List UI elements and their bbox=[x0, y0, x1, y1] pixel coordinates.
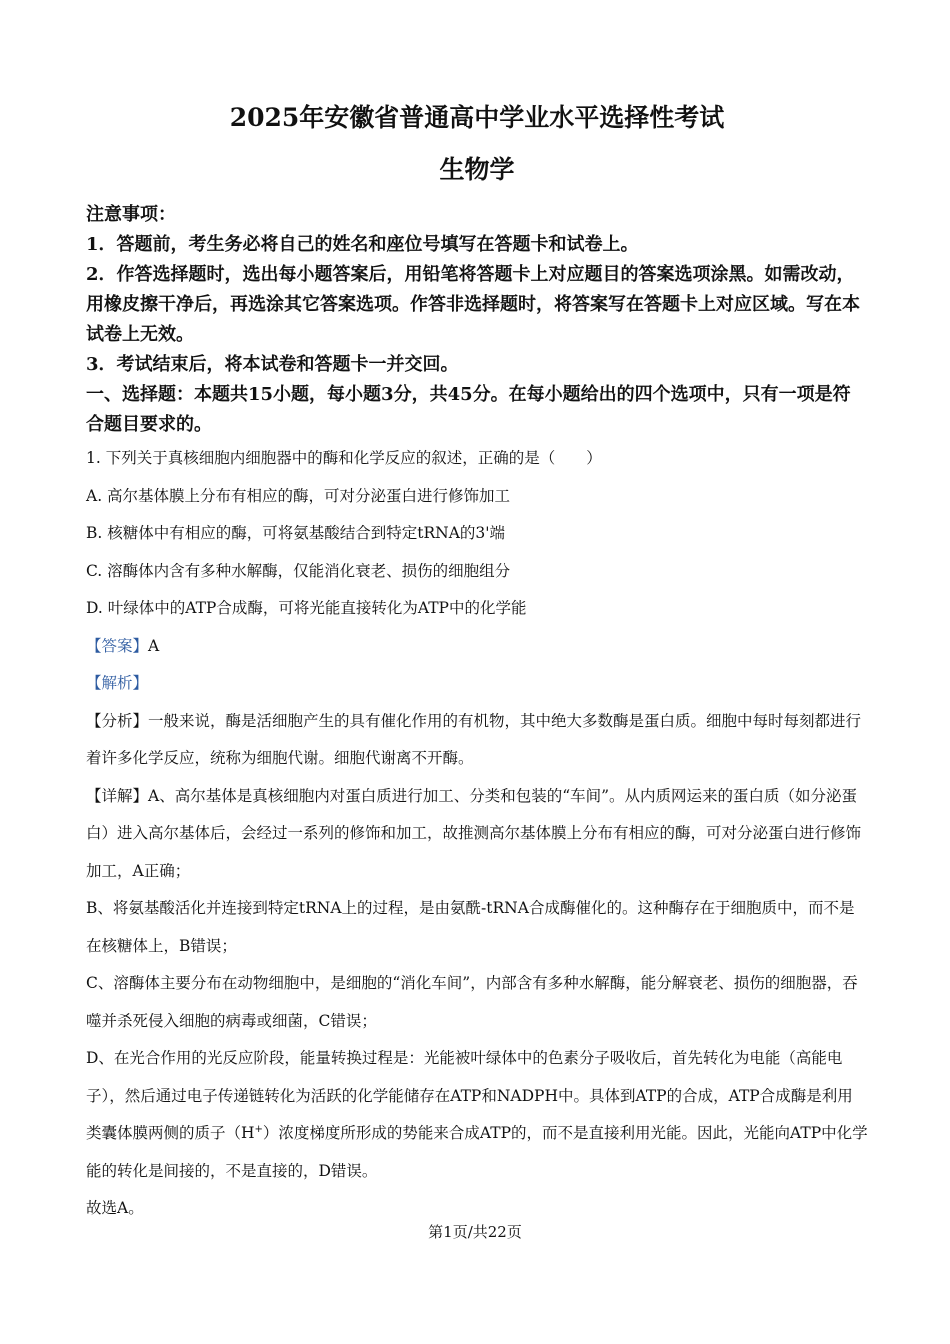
detail-d-text-2: ）浓度梯度所形成的势能来合成ATP的，而不是直接利用光能。因此，光能向ATP中化学能的转化是间接的，不是直接的，D错误。 bbox=[86, 1124, 868, 1180]
question-stem: 1. 下列关于真核细胞内细胞器中的酶和化学反应的叙述，正确的是（ ） bbox=[86, 449, 602, 467]
proton-charge: + bbox=[254, 1123, 263, 1135]
detail-d-text-1: D、在光合作用的光反应阶段，能量转换过程是：光能被叶绿体中的色素分子吸收后，首先转化为电能（高能电子），然后通过电子传递链转化为活跃的化学能储存在ATP和NADPH中。具体到ATP的合成，ATP合成酶是利用类囊体膜两侧的质子（H bbox=[86, 1049, 853, 1142]
page-number: 第1页/共22页 bbox=[428, 1223, 522, 1241]
answer-value: A bbox=[148, 636, 160, 655]
option-b: B. 核糖体中有相应的酶，可将氨基酸结合到特定tRNA的3'端 bbox=[86, 524, 506, 542]
conclusion-line: 故选A。 bbox=[86, 1199, 144, 1217]
detail-a-paragraph bbox=[86, 778, 868, 891]
xiangjie-tag: 【详解】 bbox=[86, 786, 149, 805]
fenxi-tag: 【分析】 bbox=[86, 711, 149, 730]
detail-a-text: A、高尔基体是真核细胞内对蛋白质进行加工、分类和包装的“车间”。从内质网运来的蛋白质（如分泌蛋白）进入高尔基体后，会经过一系列的修饰和加工，故推测高尔基体膜上分布有相应的酶，可对分泌蛋白进行修饰加工，A正确； bbox=[86, 786, 862, 880]
exam-title: 2025年安徽省普通高中学业水平选择性考试 bbox=[229, 103, 725, 132]
analysis-tag: 【解析】 bbox=[86, 674, 149, 692]
subject-title: 生物学 bbox=[439, 155, 515, 184]
option-c: C. 溶酶体内含有多种水解酶，仅能消化衰老、损伤的细胞组分 bbox=[86, 561, 511, 580]
notes-heading: 注意事项： bbox=[86, 204, 176, 225]
note-item-3: 3．考试结束后，将本试卷和答题卡一并交回。 bbox=[86, 354, 459, 375]
option-d: D. 叶绿体中的ATP合成酶，可将光能直接转化为ATP中的化学能 bbox=[86, 599, 527, 617]
question-1 bbox=[86, 440, 868, 1228]
detail-c-paragraph: C、溶酶体主要分布在动物细胞中，是细胞的“消化车间”，内部含有多种水解酶，能分解衰老、损伤的细胞器，吞噬并杀死侵入细胞的病毒或细菌，C错误； bbox=[86, 974, 858, 1030]
exam-page bbox=[86, 100, 868, 1228]
fenxi-paragraph bbox=[86, 703, 868, 778]
note-item-1: 1．答题前，考生务必将自己的姓名和座位号填写在答题卡和试卷上。 bbox=[86, 234, 639, 255]
detail-d-paragraph bbox=[86, 1040, 868, 1190]
analysis-line bbox=[86, 665, 868, 703]
section-heading: 一、选择题：本题共15小题，每小题3分，共45分。在每小题给出的四个选项中，只有一项是符合题目要求的。 bbox=[86, 384, 851, 435]
answer-line bbox=[86, 628, 868, 666]
answer-tag: 【答案】 bbox=[86, 636, 149, 655]
detail-b-paragraph: B、将氨基酸活化并连接到特定tRNA上的过程，是由氨酰-tRNA合成酶催化的。这种酶存在于细胞质中，而不是在核糖体上，B错误； bbox=[86, 899, 855, 955]
option-a: A. 高尔基体膜上分布有相应的酶，可对分泌蛋白进行修饰加工 bbox=[86, 486, 511, 505]
fenxi-text: 一般来说，酶是活细胞产生的具有催化作用的有机物，其中绝大多数酶是蛋白质。细胞中每时每刻都进行着许多化学反应，统称为细胞代谢。细胞代谢离不开酶。 bbox=[86, 711, 862, 767]
notes-section bbox=[86, 200, 868, 440]
note-item-2: 2．作答选择题时，选出每小题答案后，用铅笔将答题卡上对应题目的答案选项涂黑。如需改动，用橡皮擦干净后，再选涂其它答案选项。作答非选择题时，将答案写在答题卡上对应区域。写在本试卷上无效。 bbox=[86, 264, 860, 345]
